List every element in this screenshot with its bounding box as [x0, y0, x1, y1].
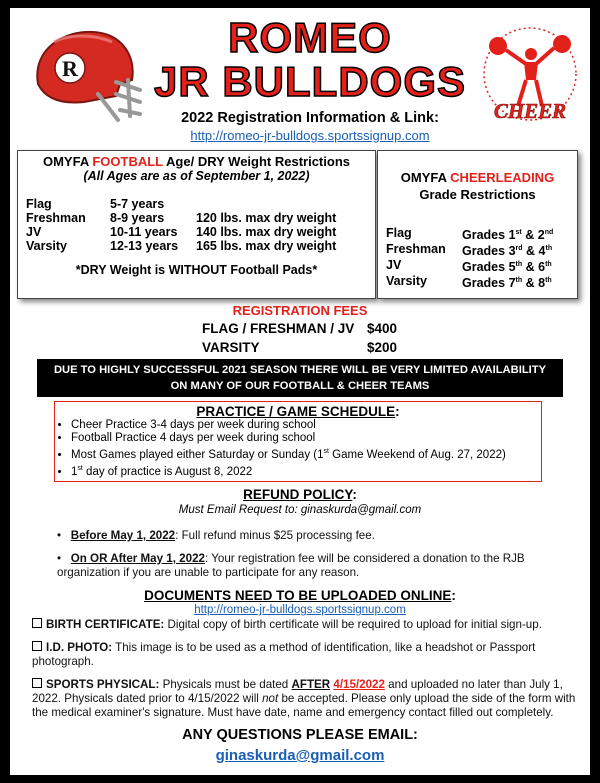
flyer-page	[10, 8, 590, 775]
schedule-item-football: • Football Practice 4 days per week during school	[71, 432, 541, 445]
availability-banner	[37, 359, 563, 397]
football-row-jv: JV 10-11 years 140 lbs. max dry weight	[26, 225, 337, 239]
cheer-row-freshman: Freshman Grades 3rd & 4th	[386, 242, 553, 259]
schedule-list	[55, 419, 541, 479]
schedule-item-first-day: • 1st day of practice is August 8, 2022	[71, 462, 541, 479]
title-romeo: ROMEO	[228, 14, 392, 61]
cheer-box-subtitle: Grade Restrictions	[419, 187, 536, 202]
fee-price-varsity: $200	[367, 340, 398, 355]
questions-label: ANY QUESTIONS PLEASE EMAIL:	[182, 727, 418, 743]
fee-label-flag-freshman-jv: FLAG / FRESHMAN / JV	[202, 321, 355, 336]
refund-subtitle: Must Email Request to: ginaskurda@gmail.com	[178, 504, 422, 516]
svg-text:R: R	[62, 56, 78, 81]
schedule-box	[54, 401, 542, 482]
football-row-varsity: Varsity 12-13 years 165 lbs. max dry weight	[26, 239, 337, 253]
cheer-row-jv: JV Grades 5th & 6th	[386, 258, 552, 275]
checkbox-birth[interactable]	[32, 618, 42, 628]
football-restrictions-box	[17, 150, 376, 299]
doc-id-photo: I.D. PHOTO: This image is to be used as a method of identification, like a headshot or Passport photograph.	[32, 641, 536, 668]
contact-email[interactable]: ginaskurda@gmail.com	[215, 747, 385, 764]
refund-item-before: • Before May 1, 2022: Full refund minus $25 processing fee.	[57, 529, 375, 542]
cheer-row-flag: Flag Grades 1st & 2nd	[386, 226, 554, 243]
refund-item-after: • On OR After May 1, 2022: Your registration fee will be considered a donation to the RJB organization if you are unable to participate for any reason.	[57, 552, 525, 579]
football-row-freshman: Freshman 8-9 years 120 lbs. max dry weight	[26, 211, 337, 225]
fee-price-flag-freshman-jv: $400	[367, 321, 398, 336]
doc-sports-physical: SPORTS PHYSICAL: Physicals must be dated AFTER 4/15/2022 and uploaded no later than July 1, 2022. Physicals dated prior to 4/15/2022 will not be accepted. Please only upload the side of the form with the medical examiner's signature. Must have date, name and emergency contact filled out completely.	[32, 678, 576, 719]
checkbox-physical[interactable]	[32, 678, 42, 688]
banner-line-1: DUE TO HIGHLY SUCCESSFUL 2021 SEASON THERE WILL BE VERY LIMITED AVAILABILITY	[53, 364, 547, 376]
football-box-subtitle: (All Ages are as of September 1, 2022)	[83, 169, 310, 183]
documents-title: DOCUMENTS NEED TO BE UPLOADED ONLINE:	[144, 588, 456, 603]
banner-line-2: ON MANY OF OUR FOOTBALL & CHEER TEAMS	[170, 380, 430, 392]
cheer-row-varsity: Varsity Grades 7th & 8th	[386, 274, 552, 291]
documents-link[interactable]: http://romeo-jr-bulldogs.sportssignup.com	[194, 604, 406, 616]
doc-birth-certificate: BIRTH CERTIFICATE: Digital copy of birth certificate will be required to upload for initial sign-up.	[32, 618, 580, 632]
cheer-box-title: OMYFA CHEERLEADING	[400, 170, 555, 185]
svg-text:CHEER: CHEER	[493, 99, 567, 123]
football-box-title: OMYFA FOOTBALL Age/ DRY Weight Restrictions	[42, 154, 350, 169]
cheer-grade-table	[386, 226, 577, 291]
dry-weight-note: *DRY Weight is WITHOUT Football Pads*	[75, 263, 318, 277]
fees-title: REGISTRATION FEES	[232, 303, 368, 318]
registration-subtitle: 2022 Registration Information & Link:	[181, 110, 439, 126]
football-row-flag: Flag 5-7 years	[26, 197, 165, 211]
schedule-item-games: • Most Games played either Saturday or Sunday (1st Game Weekend of Aug. 27, 2022)	[71, 445, 541, 462]
refund-title: REFUND POLICY:	[243, 487, 357, 502]
cheer-restrictions-box	[377, 150, 578, 299]
title-jr-bulldogs: JR BULLDOGS	[153, 58, 466, 105]
football-age-table	[26, 197, 375, 253]
schedule-item-cheer: • Cheer Practice 3-4 days per week during school	[71, 419, 541, 432]
fee-label-varsity: VARSITY	[202, 340, 260, 355]
schedule-title: PRACTICE / GAME SCHEDULE:	[196, 404, 400, 419]
registration-link[interactable]: http://romeo-jr-bulldogs.sportssignup.com	[190, 128, 430, 143]
checkbox-id-photo[interactable]	[32, 641, 42, 651]
